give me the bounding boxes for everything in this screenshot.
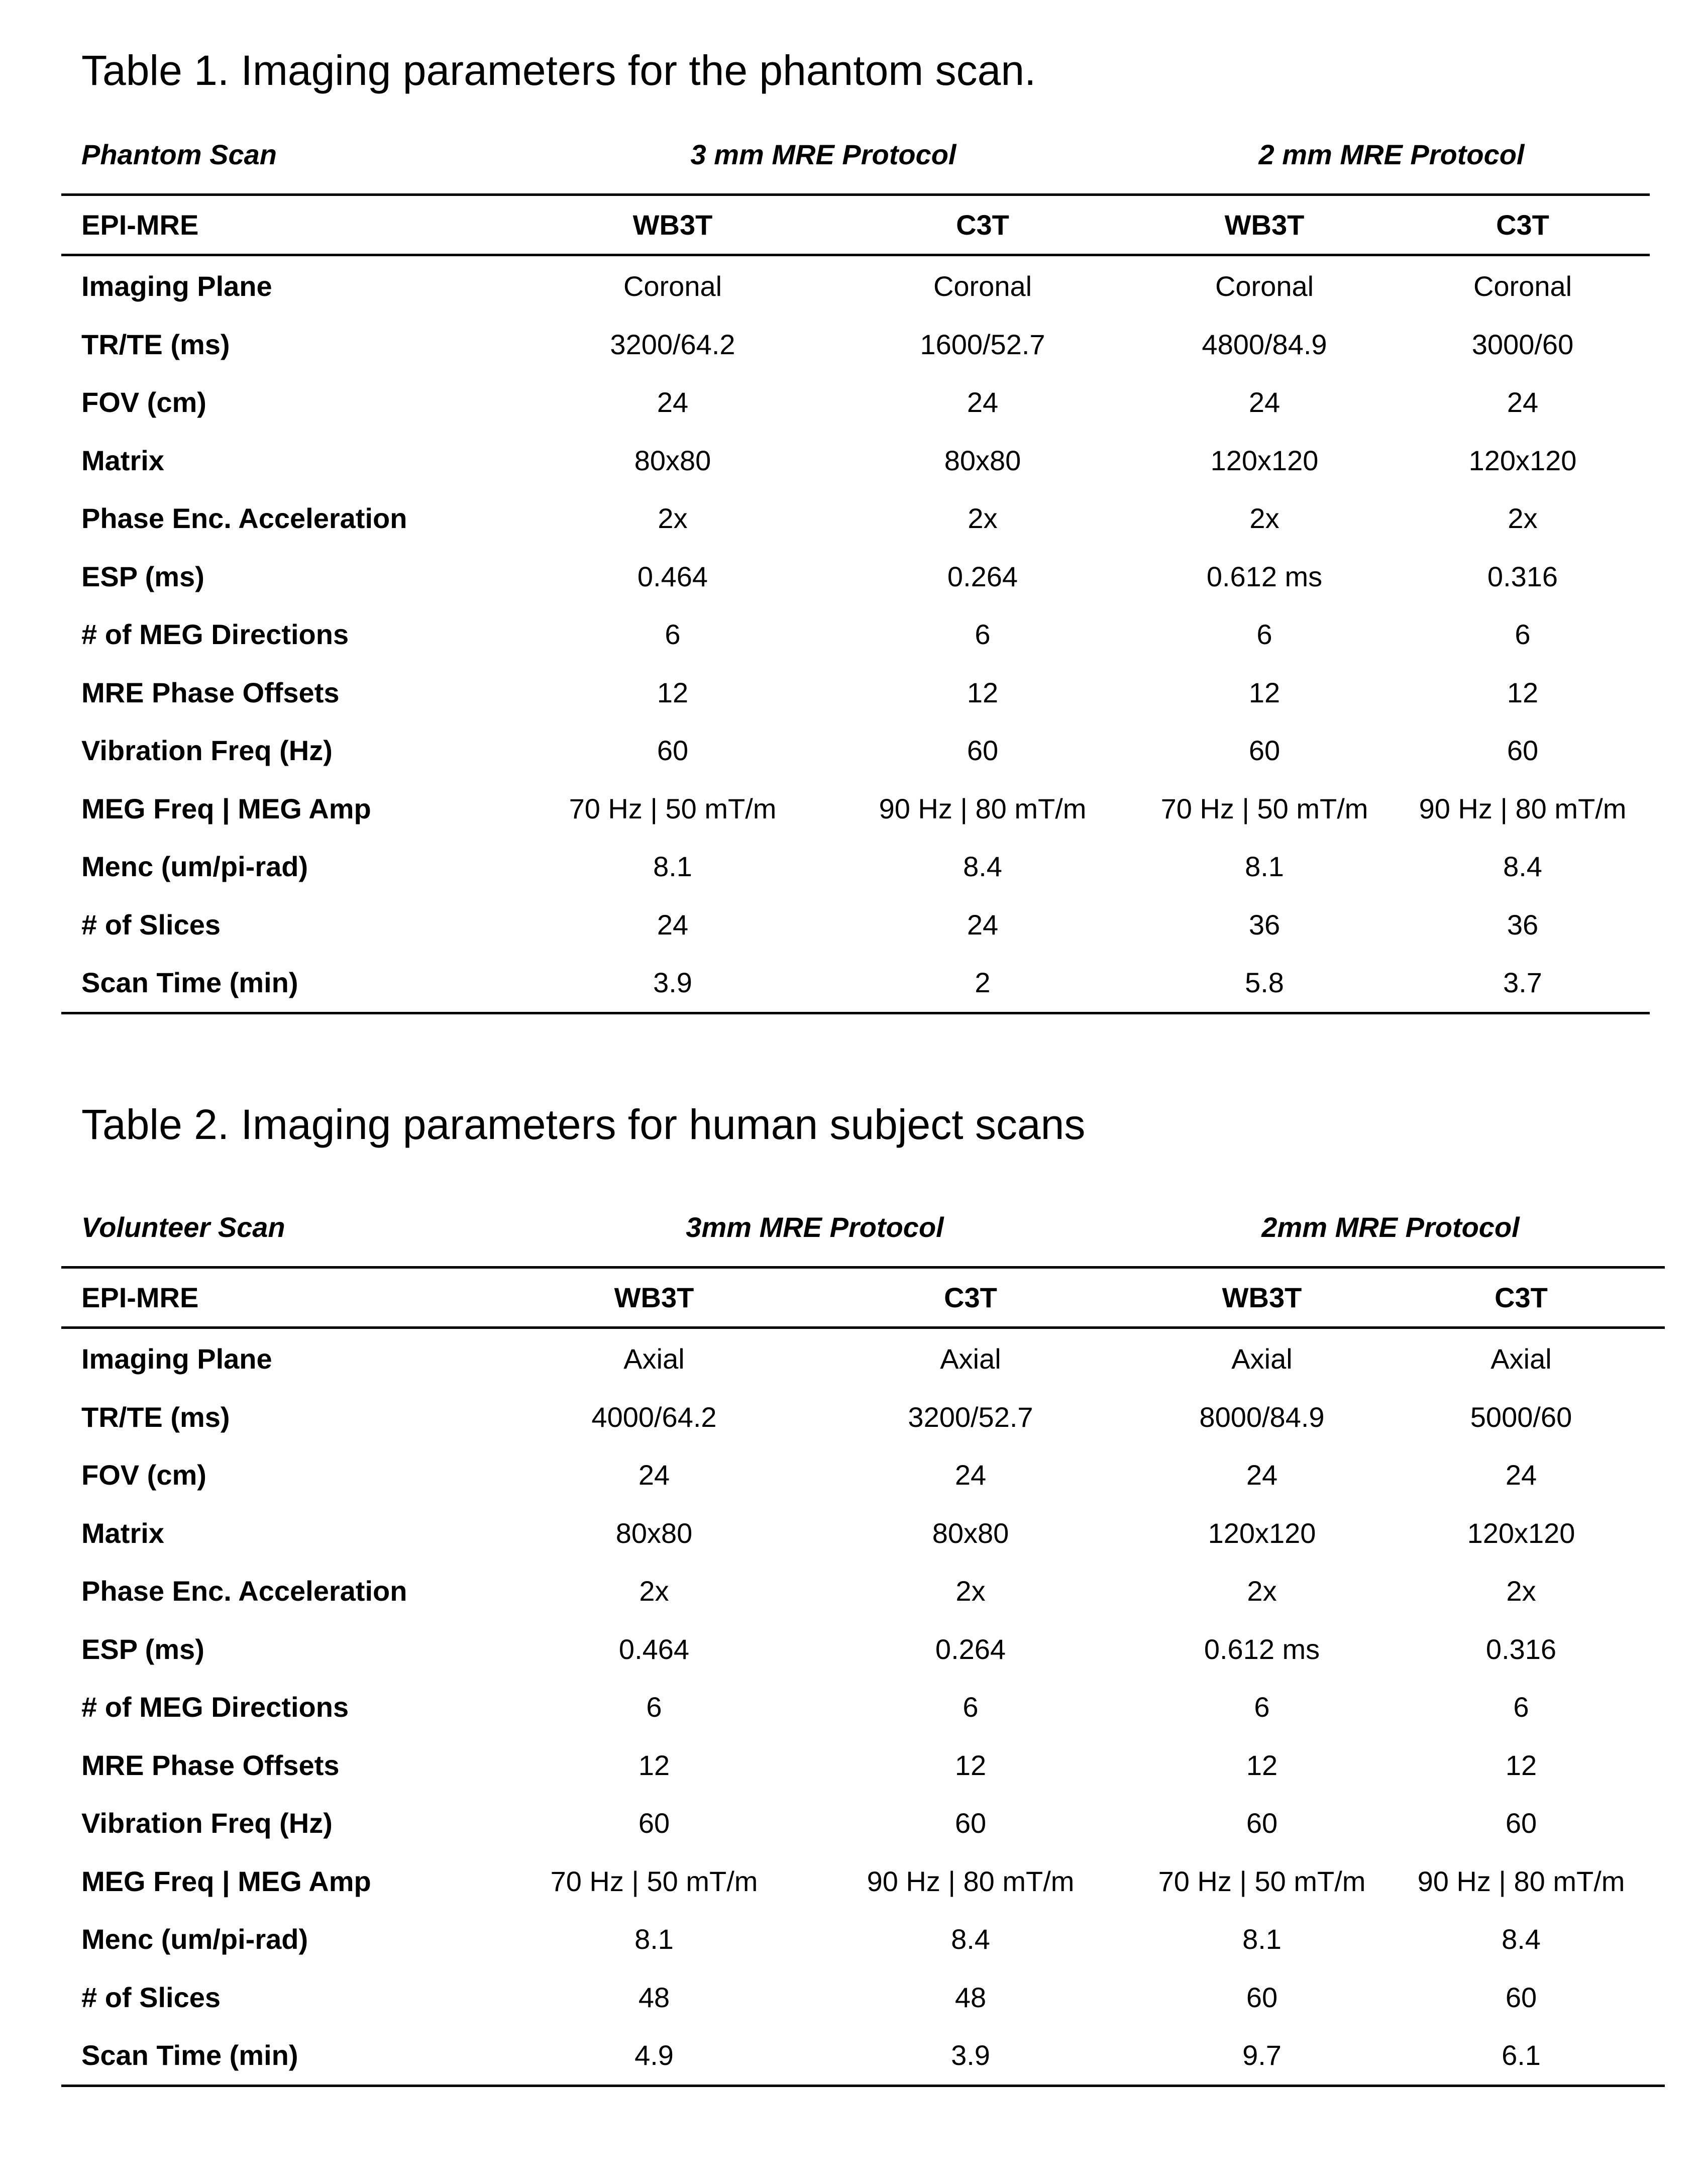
table-cell: 90 Hz | 80 mT/m: [1419, 792, 1627, 824]
table-cell: 2: [975, 967, 991, 999]
column-header-label: EPI-MRE: [81, 209, 199, 241]
bottom-rule: [61, 1012, 1650, 1014]
table-cell: 24: [1505, 1459, 1537, 1491]
table-row: [61, 780, 1650, 838]
table-cell: 12: [638, 1749, 670, 1781]
table-cell: 8.4: [963, 851, 1002, 883]
table-cell: 0.264: [947, 560, 1018, 592]
table-cell: 24: [638, 1459, 670, 1491]
table-cell: 2x: [658, 502, 688, 535]
table-cell: 12: [1505, 1749, 1537, 1781]
row-label: Imaging Plane: [81, 270, 272, 302]
table-cell: Coronal: [623, 270, 722, 302]
table-cell: 60: [1248, 735, 1281, 767]
table-row: [61, 489, 1650, 548]
table-cell: 2x: [1506, 1575, 1536, 1607]
table-cell: 60: [954, 1807, 987, 1839]
group-header-label: Phantom Scan: [81, 139, 277, 170]
table-body: [61, 1329, 1665, 2085]
table-cell: 8.1: [634, 1923, 674, 1955]
table-cell: 70 Hz | 50 mT/m: [1158, 1865, 1366, 1897]
group-header-row: [61, 1198, 1665, 1256]
row-label: FOV (cm): [81, 386, 206, 419]
table-1-caption: Table 1. Imaging parameters for the phantom scan.: [81, 47, 1036, 94]
row-label: ESP (ms): [81, 560, 204, 592]
table-row: [61, 257, 1650, 316]
column-header: C3T: [944, 1282, 997, 1313]
table-cell: 8.4: [951, 1923, 990, 1955]
table-cell: 24: [967, 386, 999, 419]
row-label: MRE Phase Offsets: [81, 1749, 340, 1781]
table-cell: 90 Hz | 80 mT/m: [867, 1865, 1075, 1897]
table-cell: Coronal: [1473, 270, 1572, 302]
row-label: # of Slices: [81, 1981, 221, 2013]
table-cell: 60: [1507, 735, 1539, 767]
protocol-group-header: 3 mm MRE Protocol: [690, 139, 956, 170]
row-label: MRE Phase Offsets: [81, 676, 340, 708]
table-row: [61, 1736, 1665, 1795]
table-cell: 5000/60: [1470, 1401, 1572, 1433]
table-cell: 8.4: [1503, 851, 1542, 883]
column-header-row: [61, 1269, 1665, 1326]
protocol-group-header: 2 mm MRE Protocol: [1258, 139, 1525, 170]
row-label: MEG Freq | MEG Amp: [81, 1865, 371, 1897]
table-cell: Axial: [623, 1343, 685, 1375]
table-cell: 0.464: [618, 1633, 690, 1665]
table-row: [61, 605, 1650, 664]
column-header-row: [61, 196, 1650, 254]
table-cell: 60: [1505, 1807, 1537, 1839]
table-row: [61, 548, 1650, 606]
table-row: [61, 1910, 1665, 1968]
table-cell: 4.9: [634, 2039, 674, 2071]
table-1: [61, 126, 1650, 1014]
table-cell: 70 Hz | 50 mT/m: [1160, 792, 1368, 824]
table-cell: 12: [954, 1749, 987, 1781]
row-label: Scan Time (min): [81, 2039, 298, 2071]
protocol-group-header: 2mm MRE Protocol: [1261, 1211, 1520, 1243]
group-header-label: Volunteer Scan: [81, 1211, 285, 1243]
table-cell: 0.316: [1487, 560, 1558, 592]
table-cell: 120x120: [1210, 444, 1319, 476]
table-cell: 80x80: [944, 444, 1021, 476]
table-cell: 8.4: [1502, 1923, 1541, 1955]
protocol-group-header: 3mm MRE Protocol: [686, 1211, 944, 1243]
table-cell: 70 Hz | 50 mT/m: [569, 792, 777, 824]
row-label: MEG Freq | MEG Amp: [81, 792, 371, 824]
table-cell: 70 Hz | 50 mT/m: [550, 1865, 758, 1897]
table-row: [61, 1794, 1665, 1852]
table-cell: 6: [1515, 618, 1531, 651]
table-row: [61, 1678, 1665, 1736]
table-cell: 0.316: [1485, 1633, 1557, 1665]
table-row: [61, 954, 1650, 1012]
table-cell: 24: [1248, 386, 1281, 419]
table-row: [61, 1504, 1665, 1563]
table-cell: 24: [954, 1459, 987, 1491]
table-cell: 12: [1507, 676, 1539, 708]
table-cell: 5.8: [1245, 967, 1284, 999]
table-cell: 1600/52.7: [920, 328, 1045, 360]
table-row: [61, 1446, 1665, 1504]
column-header: C3T: [1496, 209, 1549, 241]
table-row: [61, 838, 1650, 896]
table-cell: 6.1: [1502, 2039, 1541, 2071]
table-cell: 24: [1246, 1459, 1278, 1491]
row-label: Phase Enc. Acceleration: [81, 502, 407, 535]
table-cell: 3200/52.7: [908, 1401, 1033, 1433]
row-label: TR/TE (ms): [81, 328, 230, 360]
table-cell: 8.1: [1245, 851, 1284, 883]
table-cell: 8.1: [1242, 1923, 1282, 1955]
table-cell: 6: [975, 618, 991, 651]
table-cell: 12: [1246, 1749, 1278, 1781]
table-cell: 80x80: [932, 1517, 1009, 1549]
table-cell: 60: [1505, 1981, 1537, 2013]
table-row: [61, 373, 1650, 432]
table-cell: 24: [967, 908, 999, 941]
table-cell: 6: [963, 1691, 979, 1723]
table-cell: 2x: [639, 1575, 669, 1607]
table-cell: 80x80: [634, 444, 711, 476]
table-cell: 12: [967, 676, 999, 708]
table-row: [61, 721, 1650, 780]
table-row: [61, 896, 1650, 954]
table-cell: 0.464: [637, 560, 708, 592]
table-cell: 4800/84.9: [1202, 328, 1327, 360]
row-label: Matrix: [81, 1517, 164, 1549]
table-cell: 48: [954, 1981, 987, 2013]
table-cell: 120x120: [1468, 444, 1577, 476]
table-cell: 2x: [968, 502, 998, 535]
table-row: [61, 432, 1650, 490]
column-header: WB3T: [632, 209, 713, 241]
table-cell: 3200/64.2: [610, 328, 735, 360]
table-row: [61, 2026, 1665, 2085]
table-cell: 12: [657, 676, 689, 708]
column-header: WB3T: [1224, 209, 1305, 241]
column-header: WB3T: [1222, 1282, 1302, 1313]
table-cell: 90 Hz | 80 mT/m: [1417, 1865, 1625, 1897]
table-2-caption: Table 2. Imaging parameters for human subject scans: [81, 1101, 1086, 1148]
table-cell: Axial: [1231, 1343, 1293, 1375]
row-label: Menc (um/pi-rad): [81, 851, 308, 883]
table-cell: 9.7: [1242, 2039, 1282, 2071]
table-row: [61, 1562, 1665, 1620]
column-header: C3T: [956, 209, 1009, 241]
table-cell: 2x: [955, 1575, 986, 1607]
table-cell: 4000/64.2: [591, 1401, 717, 1433]
table-cell: 24: [1507, 386, 1539, 419]
table-cell: 60: [967, 735, 999, 767]
row-label: # of MEG Directions: [81, 1691, 349, 1723]
table-cell: 60: [1246, 1981, 1278, 2013]
table-cell: 8000/84.9: [1199, 1401, 1325, 1433]
table-cell: 8.1: [653, 851, 692, 883]
table-row: [61, 664, 1650, 722]
table-cell: Axial: [1490, 1343, 1552, 1375]
table-cell: 3000/60: [1471, 328, 1574, 360]
column-header: C3T: [1495, 1282, 1548, 1313]
table-cell: 0.612 ms: [1206, 560, 1323, 592]
row-label: TR/TE (ms): [81, 1401, 230, 1433]
table-row: [61, 1330, 1665, 1388]
table-cell: 6: [1513, 1691, 1529, 1723]
row-label: Vibration Freq (Hz): [81, 735, 333, 767]
table-cell: 6: [1254, 1691, 1270, 1723]
column-header: WB3T: [614, 1282, 694, 1313]
table-cell: 12: [1248, 676, 1281, 708]
table-cell: 60: [1246, 1807, 1278, 1839]
row-label: Scan Time (min): [81, 967, 298, 999]
row-label: Vibration Freq (Hz): [81, 1807, 333, 1839]
row-label: # of MEG Directions: [81, 618, 349, 651]
table-row: [61, 316, 1650, 374]
table-cell: 120x120: [1467, 1517, 1575, 1549]
row-label: # of Slices: [81, 908, 221, 941]
table-row: [61, 1852, 1665, 1911]
row-label: Menc (um/pi-rad): [81, 1923, 308, 1955]
table-cell: Axial: [940, 1343, 1001, 1375]
row-label: ESP (ms): [81, 1633, 204, 1665]
table-cell: 120x120: [1208, 1517, 1316, 1549]
table-cell: 36: [1507, 908, 1539, 941]
table-cell: 24: [657, 908, 689, 941]
table-cell: 3.9: [653, 967, 692, 999]
bottom-rule: [61, 2085, 1665, 2087]
table-cell: 60: [657, 735, 689, 767]
row-label: Matrix: [81, 444, 164, 476]
table-cell: 60: [638, 1807, 670, 1839]
table-body: [61, 256, 1650, 1012]
table-cell: 90 Hz | 80 mT/m: [879, 792, 1087, 824]
table-cell: 80x80: [615, 1517, 693, 1549]
table-row: [61, 1388, 1665, 1446]
table-cell: 2x: [1247, 1575, 1277, 1607]
table-cell: 0.612 ms: [1204, 1633, 1320, 1665]
table-cell: 3.7: [1503, 967, 1542, 999]
table-cell: 3.9: [951, 2039, 990, 2071]
table-cell: 6: [646, 1691, 662, 1723]
table-cell: 48: [638, 1981, 670, 2013]
table-cell: 36: [1248, 908, 1281, 941]
table-cell: 2x: [1508, 502, 1538, 535]
table-2: [61, 1198, 1665, 2087]
table-cell: Coronal: [933, 270, 1032, 302]
row-label: FOV (cm): [81, 1459, 206, 1491]
group-header-row: [61, 126, 1650, 183]
table-cell: 2x: [1249, 502, 1280, 535]
column-header-label: EPI-MRE: [81, 1282, 199, 1313]
table-row: [61, 1620, 1665, 1679]
table-cell: 6: [1256, 618, 1272, 651]
table-cell: 6: [665, 618, 681, 651]
table-cell: 24: [657, 386, 689, 419]
row-label: Imaging Plane: [81, 1343, 272, 1375]
table-cell: Coronal: [1215, 270, 1314, 302]
table-row: [61, 1968, 1665, 2027]
table-cell: 0.264: [935, 1633, 1006, 1665]
row-label: Phase Enc. Acceleration: [81, 1575, 407, 1607]
